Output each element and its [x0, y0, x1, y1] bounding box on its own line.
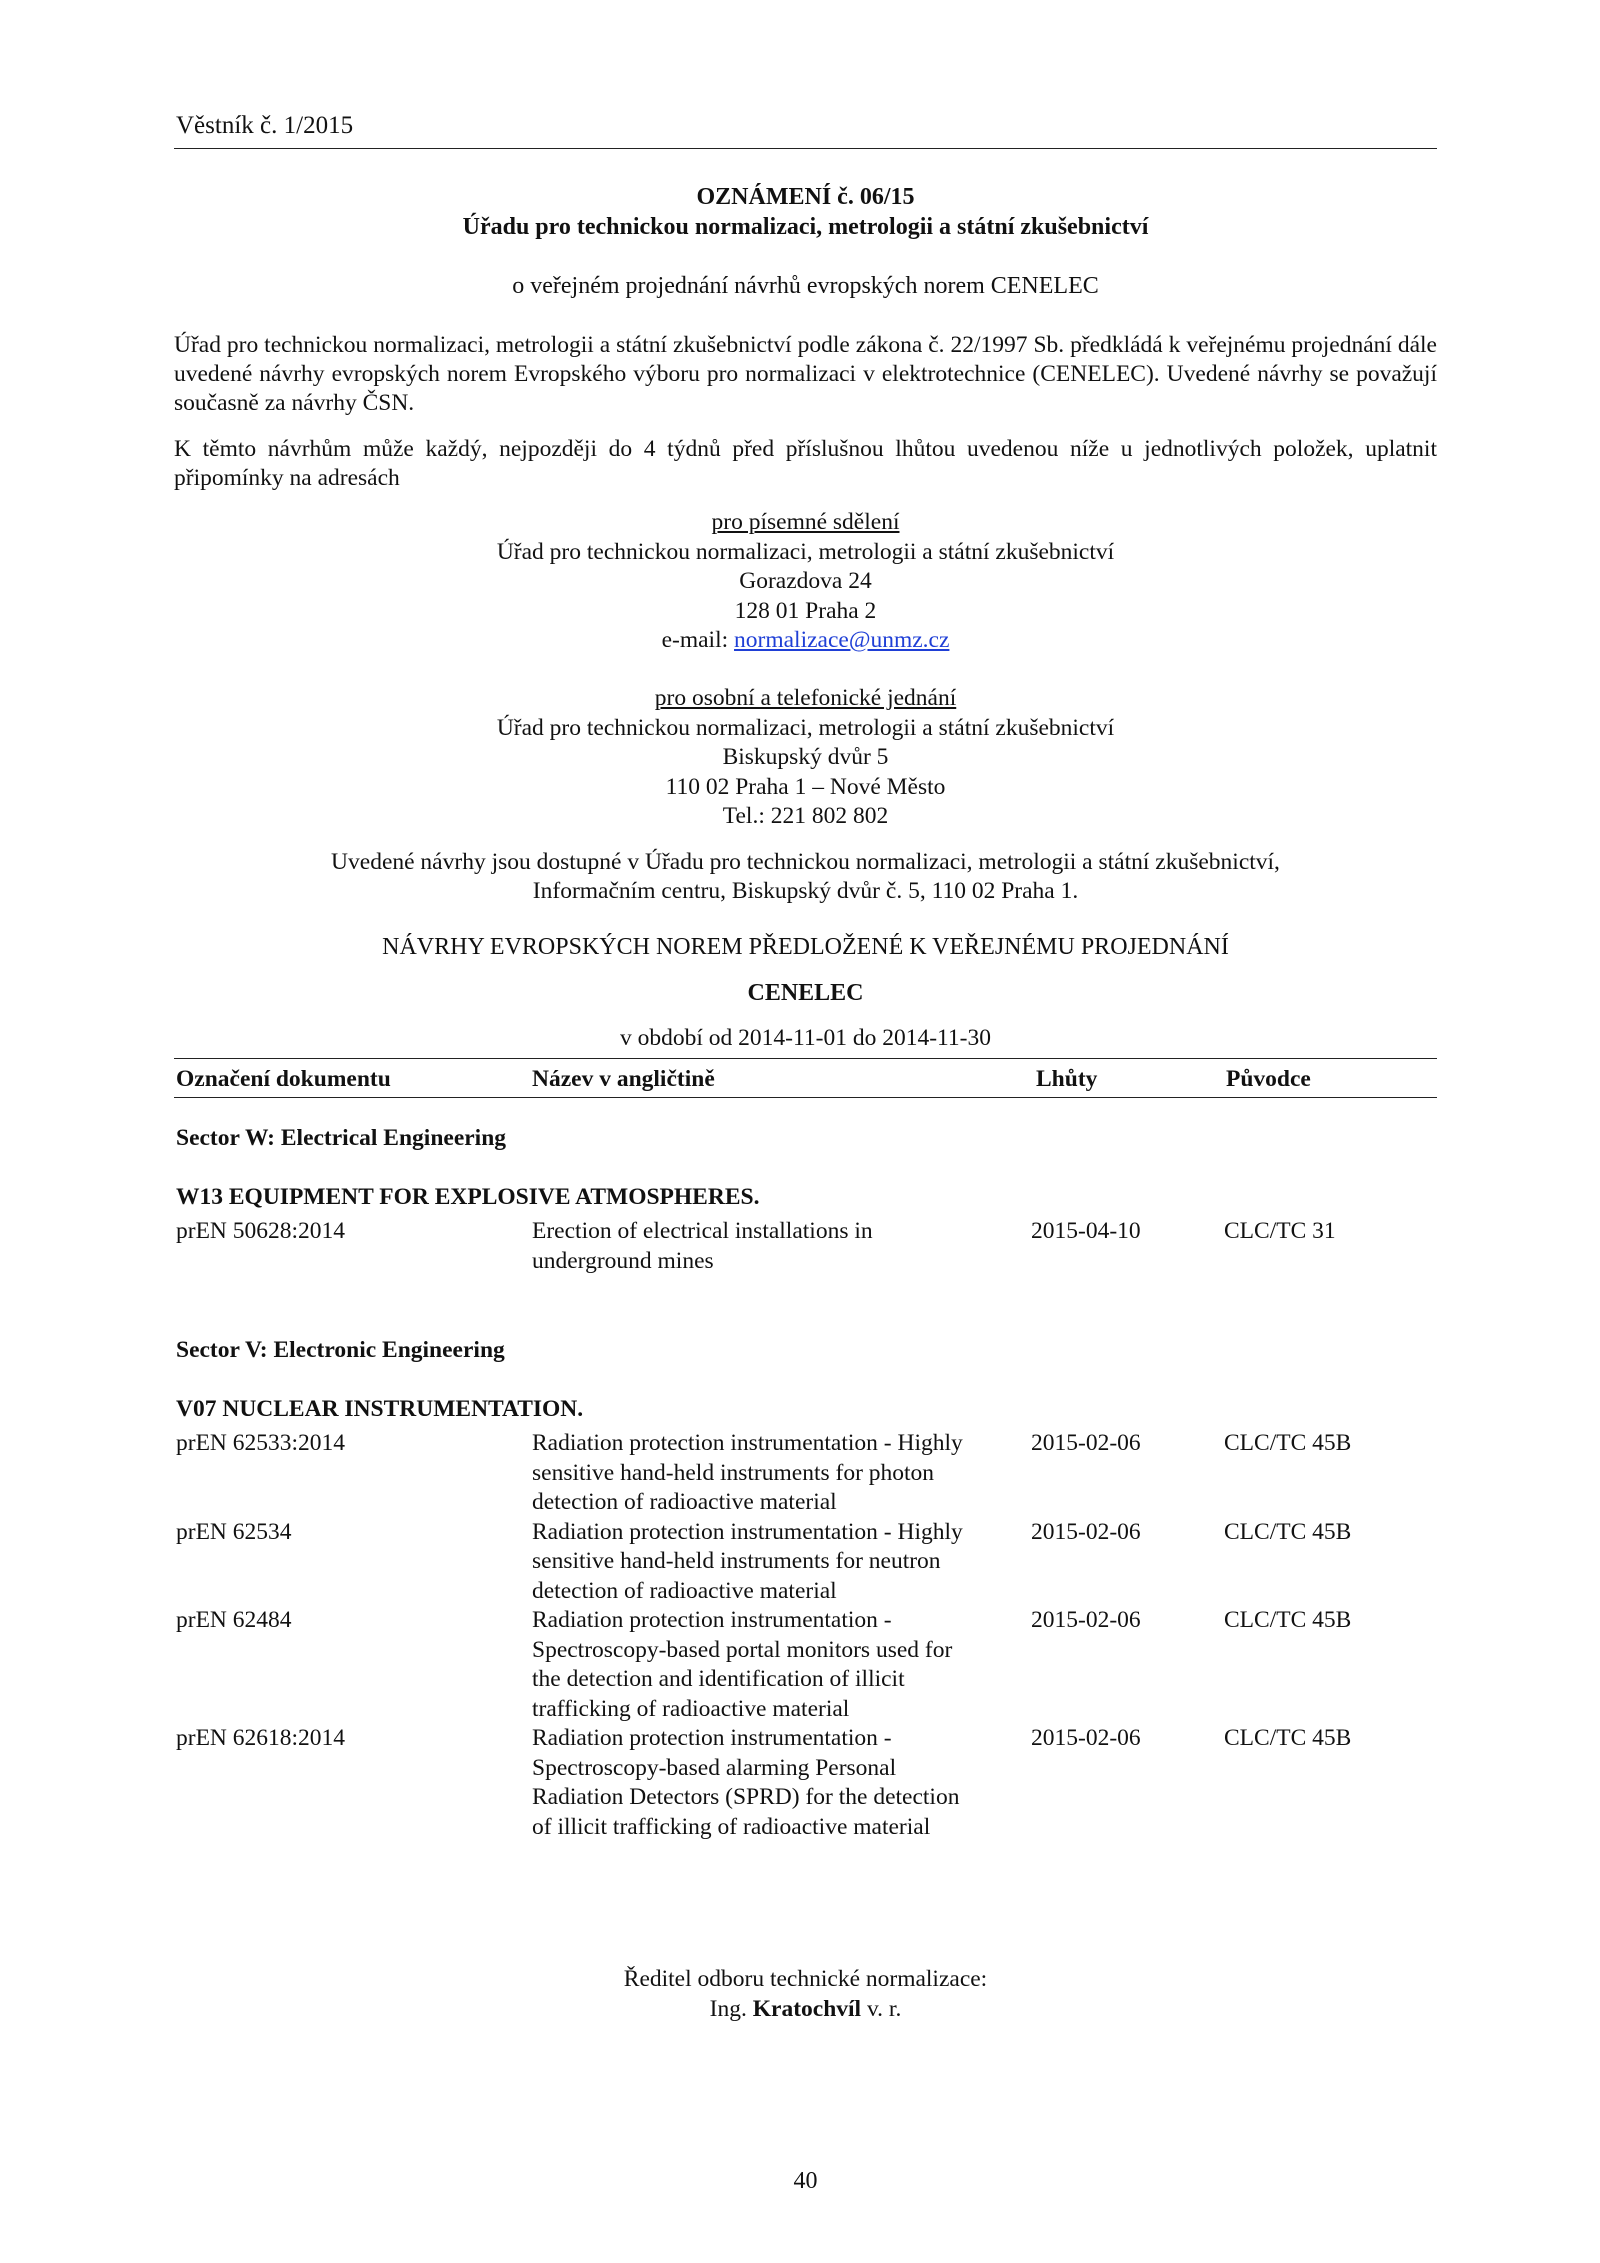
document-origin: CLC/TC 45B	[1224, 1430, 1352, 1456]
document-title-line: Radiation protection instrumentation -	[532, 1725, 892, 1751]
document-origin: CLC/TC 45B	[1224, 1607, 1352, 1633]
document-deadline: 2015-02-06	[1031, 1725, 1141, 1751]
column-header-deadline: Lhůty	[1036, 1066, 1098, 1092]
document-title-line: Radiation protection instrumentation - Highly	[532, 1518, 963, 1545]
address-written-email-line	[174, 626, 1437, 656]
document-origin: CLC/TC 45B	[1224, 1518, 1352, 1545]
document-deadline: 2015-02-06	[1031, 1518, 1141, 1545]
table-header-rule	[174, 1097, 1437, 1098]
document-title-line: of illicit trafficking of radioactive material	[532, 1813, 931, 1840]
document-id: prEN 62533:2014	[176, 1430, 346, 1456]
column-header-designation: Označení dokumentu	[176, 1066, 391, 1092]
document-title-line: trafficking of radioactive material	[532, 1695, 850, 1722]
email-link[interactable]: normalizace@unmz.cz	[734, 627, 950, 653]
announcement-intro: o veřejném projednání návrhů evropských norem CENELEC	[512, 273, 1099, 299]
document-id: prEN 62618:2014	[176, 1725, 346, 1751]
availability-line-2: Informačním centru, Biskupský dvůr č. 5, 110 02 Praha 1.	[532, 878, 1079, 904]
document-title-line: sensitive hand-held instruments for photon	[532, 1459, 935, 1486]
document-id: prEN 62534	[176, 1518, 292, 1545]
address-written-heading: pro písemné sdělení	[711, 509, 900, 535]
document-title	[532, 1724, 1022, 1842]
availability-note	[174, 848, 1437, 906]
header-text: Věstník č. 1/2015	[176, 112, 354, 139]
announcement-title: OZNÁMENÍ č. 06/15	[696, 184, 915, 210]
document-origin: CLC/TC 31	[1224, 1218, 1336, 1244]
address-personal-phone: Tel.: 221 802 802	[722, 803, 889, 829]
document-title-line: Radiation protection instrumentation -	[532, 1607, 892, 1633]
document-title-line: Erection of electrical installations in	[532, 1218, 873, 1244]
address-written-city: 128 01 Praha 2	[734, 597, 877, 624]
document-title-line: Radiation protection instrumentation - Highly	[532, 1430, 963, 1456]
paragraph-1: Úřad pro technickou normalizaci, metrologii a státní zkušebnictví podle zákona č. 22/1997 Sb. předkládá k veřejnému projednání dále uvedené návrhy evropských norem Evropského výboru pro normalizaci v elektrotechnice (CENELEC). Uvedené návrhy se považují současně za návrhy ČSN.	[174, 332, 1437, 416]
address-personal	[174, 684, 1437, 832]
organization-heading: CENELEC	[747, 980, 864, 1006]
signature-prefix: Ing.	[709, 1996, 753, 2022]
document-title-line: sensitive hand-held instruments for neutron	[532, 1548, 941, 1574]
document-title	[532, 1217, 1022, 1276]
address-personal-city: 110 02 Praha 1 – Nové Město	[665, 773, 946, 800]
document-title	[532, 1429, 1022, 1518]
table-top-rule	[174, 1058, 1437, 1059]
signature-role: Ředitel odboru technické normalizace:	[623, 1966, 988, 1992]
address-written-org: Úřad pro technickou normalizaci, metrologii a státní zkušebnictví	[496, 538, 1115, 565]
section-heading: NÁVRHY EVROPSKÝCH NOREM PŘEDLOŽENÉ K VEŘEJNÉMU PROJEDNÁNÍ	[382, 934, 1229, 960]
document-title-line: Spectroscopy-based alarming Personal	[532, 1754, 897, 1781]
address-written-street: Gorazdova 24	[739, 568, 872, 594]
column-header-title: Název v angličtině	[532, 1066, 715, 1092]
document-deadline: 2015-02-06	[1031, 1607, 1141, 1633]
document-origin: CLC/TC 45B	[1224, 1725, 1352, 1751]
signature-name-line	[174, 1994, 1437, 2024]
availability-line-1: Uvedené návrhy jsou dostupné v Úřadu pro technickou normalizaci, metrologii a státní zkušebnictví,	[331, 849, 1280, 875]
group-heading-w13: W13 EQUIPMENT FOR EXPLOSIVE ATMOSPHERES.	[176, 1184, 760, 1210]
page-header	[174, 110, 1437, 149]
column-header-origin: Původce	[1226, 1066, 1311, 1092]
document-title-line: the detection and identification of illicit	[532, 1666, 905, 1692]
document-deadline: 2015-04-10	[1031, 1218, 1141, 1244]
document-deadline: 2015-02-06	[1031, 1430, 1141, 1456]
address-personal-org: Úřad pro technickou normalizaci, metrologii a státní zkušebnictví	[496, 714, 1115, 741]
document-title-line: Radiation Detectors (SPRD) for the detection	[532, 1784, 960, 1810]
address-personal-heading: pro osobní a telefonické jednání	[654, 685, 957, 711]
page-number: 40	[793, 2168, 818, 2194]
address-written	[174, 508, 1437, 656]
signature-name: Kratochvíl	[752, 1996, 862, 2022]
document-title-line: underground mines	[532, 1247, 714, 1274]
sector-heading-v: Sector V: Electronic Engineering	[176, 1337, 505, 1363]
document-page	[174, 0, 1437, 2263]
announcement-subtitle: Úřadu pro technickou normalizaci, metrologii a státní zkušebnictví	[462, 214, 1149, 240]
period-text: v období od 2014-11-01 do 2014-11-30	[620, 1025, 991, 1051]
sector-heading-w: Sector W: Electrical Engineering	[176, 1125, 507, 1151]
paragraph-2: K těmto návrhům může každý, nejpozději do 4 týdnů před příslušnou lhůtou uvedenou níže u jednotlivých položek, uplatnit připomínky na adresách	[174, 436, 1437, 491]
group-heading-v07: V07 NUCLEAR INSTRUMENTATION.	[176, 1396, 584, 1422]
signature-suffix: v. r.	[861, 1996, 902, 2022]
document-title-line: detection of radioactive material	[532, 1489, 837, 1515]
document-title	[532, 1606, 1022, 1724]
document-id: prEN 50628:2014	[176, 1218, 346, 1244]
signature-block	[174, 1964, 1437, 2024]
document-id: prEN 62484	[176, 1607, 292, 1633]
document-title	[532, 1518, 1022, 1607]
document-title-line: detection of radioactive material	[532, 1577, 837, 1604]
document-title-line: Spectroscopy-based portal monitors used for	[532, 1636, 953, 1663]
email-label: e-mail:	[661, 627, 735, 653]
address-personal-street: Biskupský dvůr 5	[722, 744, 889, 770]
